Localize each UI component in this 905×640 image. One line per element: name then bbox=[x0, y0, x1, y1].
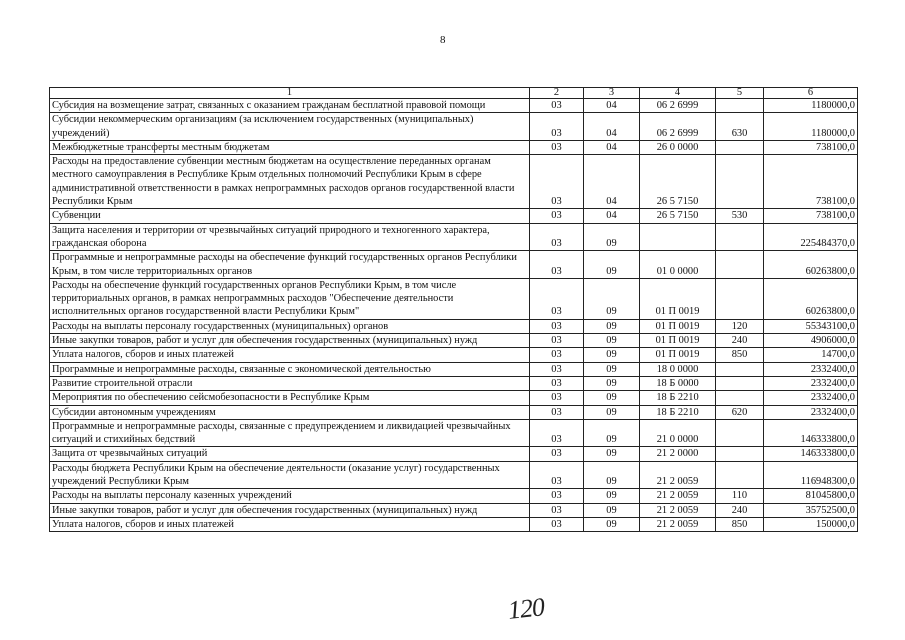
target-article-code: 01 П 0019 bbox=[640, 334, 716, 348]
amount: 14700,0 bbox=[764, 348, 858, 362]
expense-type-code bbox=[716, 391, 764, 405]
target-article-code: 26 5 7150 bbox=[640, 209, 716, 223]
target-article-code: 01 П 0019 bbox=[640, 319, 716, 333]
target-article-code: 21 2 0059 bbox=[640, 517, 716, 531]
header-cell-4: 4 bbox=[640, 88, 716, 99]
table-row bbox=[50, 447, 858, 461]
target-article-code: 21 2 0059 bbox=[640, 503, 716, 517]
page-number: 8 bbox=[440, 34, 446, 46]
header-cell-2: 2 bbox=[530, 88, 584, 99]
table-row bbox=[50, 376, 858, 390]
amount: 60263800,0 bbox=[764, 251, 858, 279]
section-code: 03 bbox=[530, 405, 584, 419]
budget-item-name: Межбюджетные трансферты местным бюджетам bbox=[50, 140, 530, 154]
subsection-code: 04 bbox=[584, 113, 640, 141]
expense-type-code: 850 bbox=[716, 517, 764, 531]
amount: 35752500,0 bbox=[764, 503, 858, 517]
budget-item-name: Мероприятия по обеспечению сейсмобезопасности в Республике Крым bbox=[50, 391, 530, 405]
table-row bbox=[50, 503, 858, 517]
subsection-code: 04 bbox=[584, 155, 640, 209]
target-article-code: 21 2 0000 bbox=[640, 447, 716, 461]
budget-item-name: Программные и непрограммные расходы, связанные с предупреждением и ликвидацией чрезвычайных ситуаций и стихийных бедствий bbox=[50, 419, 530, 447]
expense-type-code bbox=[716, 278, 764, 319]
subsection-code: 09 bbox=[584, 405, 640, 419]
table-row bbox=[50, 319, 858, 333]
subsection-code: 09 bbox=[584, 348, 640, 362]
target-article-code: 21 0 0000 bbox=[640, 419, 716, 447]
amount: 4906000,0 bbox=[764, 334, 858, 348]
section-code: 03 bbox=[530, 391, 584, 405]
budget-item-name: Расходы бюджета Республики Крым на обеспечение деятельности (оказание услуг) государственных учреждений Республики Крым bbox=[50, 461, 530, 489]
subsection-code: 09 bbox=[584, 319, 640, 333]
subsection-code: 09 bbox=[584, 223, 640, 251]
section-code: 03 bbox=[530, 419, 584, 447]
table-row bbox=[50, 419, 858, 447]
header-cell-6: 6 bbox=[764, 88, 858, 99]
subsection-code: 09 bbox=[584, 489, 640, 503]
budget-item-name: Субсидия на возмещение затрат, связанных с оказанием гражданам бесплатной правовой помощи bbox=[50, 99, 530, 113]
section-code: 03 bbox=[530, 99, 584, 113]
amount: 1180000,0 bbox=[764, 99, 858, 113]
table-row bbox=[50, 517, 858, 531]
table-row bbox=[50, 278, 858, 319]
expense-type-code bbox=[716, 461, 764, 489]
subsection-code: 09 bbox=[584, 391, 640, 405]
subsection-code: 09 bbox=[584, 517, 640, 531]
table-header-row bbox=[50, 88, 858, 99]
header-cell-3: 3 bbox=[584, 88, 640, 99]
budget-item-name: Расходы на предоставление субвенции местным бюджетам на осуществление переданных органам местного самоуправления в Республике Крым отдельных полномочий Республики Крым в сфере административной ответственности в рамках непрограммных расходов органов государственной власти Республики Крым bbox=[50, 155, 530, 209]
budget-item-name: Субсидии некоммерческим организациям (за исключением государственных (муниципальных) учреждений) bbox=[50, 113, 530, 141]
target-article-code: 18 Б 0000 bbox=[640, 376, 716, 390]
amount: 738100,0 bbox=[764, 140, 858, 154]
table-row bbox=[50, 99, 858, 113]
table-row bbox=[50, 155, 858, 209]
budget-item-name: Развитие строительной отрасли bbox=[50, 376, 530, 390]
target-article-code: 06 2 6999 bbox=[640, 99, 716, 113]
budget-item-name: Расходы на обеспечение функций государственных органов Республики Крым, в том числе территориальных органов, в рамках непрограммных расходов "Обеспечение деятельности исполнительных органов государственной власти Республики Крым" bbox=[50, 278, 530, 319]
subsection-code: 04 bbox=[584, 99, 640, 113]
subsection-code: 09 bbox=[584, 461, 640, 489]
expense-type-code: 630 bbox=[716, 113, 764, 141]
table-row bbox=[50, 461, 858, 489]
expense-type-code bbox=[716, 140, 764, 154]
amount: 2332400,0 bbox=[764, 376, 858, 390]
table-row bbox=[50, 251, 858, 279]
table-row bbox=[50, 405, 858, 419]
amount: 2332400,0 bbox=[764, 362, 858, 376]
handwritten-signature: 120 bbox=[506, 592, 546, 625]
target-article-code: 18 Б 2210 bbox=[640, 405, 716, 419]
target-article-code: 26 5 7150 bbox=[640, 155, 716, 209]
expense-type-code bbox=[716, 419, 764, 447]
subsection-code: 09 bbox=[584, 334, 640, 348]
subsection-code: 09 bbox=[584, 362, 640, 376]
amount: 738100,0 bbox=[764, 209, 858, 223]
target-article-code bbox=[640, 223, 716, 251]
section-code: 03 bbox=[530, 348, 584, 362]
subsection-code: 04 bbox=[584, 140, 640, 154]
expense-type-code bbox=[716, 362, 764, 376]
amount: 60263800,0 bbox=[764, 278, 858, 319]
amount: 2332400,0 bbox=[764, 405, 858, 419]
budget-item-name: Защита от чрезвычайных ситуаций bbox=[50, 447, 530, 461]
budget-item-name: Расходы на выплаты персоналу казенных учреждений bbox=[50, 489, 530, 503]
table-row bbox=[50, 113, 858, 141]
table-row bbox=[50, 362, 858, 376]
target-article-code: 18 0 0000 bbox=[640, 362, 716, 376]
expense-type-code: 850 bbox=[716, 348, 764, 362]
section-code: 03 bbox=[530, 113, 584, 141]
expense-type-code: 110 bbox=[716, 489, 764, 503]
table-row bbox=[50, 489, 858, 503]
target-article-code: 01 0 0000 bbox=[640, 251, 716, 279]
expense-type-code bbox=[716, 155, 764, 209]
subsection-code: 09 bbox=[584, 447, 640, 461]
section-code: 03 bbox=[530, 362, 584, 376]
section-code: 03 bbox=[530, 517, 584, 531]
amount: 146333800,0 bbox=[764, 447, 858, 461]
header-cell-1: 1 bbox=[50, 88, 530, 99]
expense-type-code bbox=[716, 99, 764, 113]
budget-item-name: Иные закупки товаров, работ и услуг для обеспечения государственных (муниципальных) нужд bbox=[50, 334, 530, 348]
expense-type-code: 530 bbox=[716, 209, 764, 223]
target-article-code: 01 П 0019 bbox=[640, 278, 716, 319]
header-cell-5: 5 bbox=[716, 88, 764, 99]
amount: 225484370,0 bbox=[764, 223, 858, 251]
section-code: 03 bbox=[530, 503, 584, 517]
amount: 55343100,0 bbox=[764, 319, 858, 333]
expense-type-code bbox=[716, 376, 764, 390]
section-code: 03 bbox=[530, 223, 584, 251]
section-code: 03 bbox=[530, 140, 584, 154]
budget-item-name: Расходы на выплаты персоналу государственных (муниципальных) органов bbox=[50, 319, 530, 333]
budget-item-name: Защита населения и территории от чрезвычайных ситуаций природного и техногенного характера, гражданская оборона bbox=[50, 223, 530, 251]
target-article-code: 26 0 0000 bbox=[640, 140, 716, 154]
table-row bbox=[50, 140, 858, 154]
amount: 146333800,0 bbox=[764, 419, 858, 447]
section-code: 03 bbox=[530, 489, 584, 503]
budget-item-name: Программные и непрограммные расходы на обеспечение функций государственных органов Республики Крым, в том числе территориальных органов bbox=[50, 251, 530, 279]
section-code: 03 bbox=[530, 376, 584, 390]
table-row bbox=[50, 348, 858, 362]
expense-type-code: 620 bbox=[716, 405, 764, 419]
table-row bbox=[50, 391, 858, 405]
amount: 150000,0 bbox=[764, 517, 858, 531]
expense-type-code: 240 bbox=[716, 334, 764, 348]
table-row bbox=[50, 209, 858, 223]
amount: 2332400,0 bbox=[764, 391, 858, 405]
subsection-code: 09 bbox=[584, 278, 640, 319]
expense-type-code bbox=[716, 251, 764, 279]
table-row bbox=[50, 334, 858, 348]
budget-item-name: Уплата налогов, сборов и иных платежей bbox=[50, 348, 530, 362]
budget-item-name: Программные и непрограммные расходы, связанные с экономической деятельностью bbox=[50, 362, 530, 376]
table-row bbox=[50, 223, 858, 251]
amount: 738100,0 bbox=[764, 155, 858, 209]
expense-type-code: 240 bbox=[716, 503, 764, 517]
budget-item-name: Субсидии автономным учреждениям bbox=[50, 405, 530, 419]
budget-item-name: Субвенции bbox=[50, 209, 530, 223]
subsection-code: 09 bbox=[584, 503, 640, 517]
expense-type-code: 120 bbox=[716, 319, 764, 333]
expense-type-code bbox=[716, 447, 764, 461]
amount: 116948300,0 bbox=[764, 461, 858, 489]
budget-item-name: Уплата налогов, сборов и иных платежей bbox=[50, 517, 530, 531]
section-code: 03 bbox=[530, 209, 584, 223]
target-article-code: 01 П 0019 bbox=[640, 348, 716, 362]
budget-item-name: Иные закупки товаров, работ и услуг для обеспечения государственных (муниципальных) нужд bbox=[50, 503, 530, 517]
subsection-code: 09 bbox=[584, 419, 640, 447]
target-article-code: 21 2 0059 bbox=[640, 489, 716, 503]
expense-type-code bbox=[716, 223, 764, 251]
subsection-code: 09 bbox=[584, 251, 640, 279]
section-code: 03 bbox=[530, 334, 584, 348]
amount: 1180000,0 bbox=[764, 113, 858, 141]
section-code: 03 bbox=[530, 278, 584, 319]
subsection-code: 09 bbox=[584, 376, 640, 390]
target-article-code: 18 Б 2210 bbox=[640, 391, 716, 405]
budget-table bbox=[49, 87, 858, 532]
section-code: 03 bbox=[530, 319, 584, 333]
subsection-code: 04 bbox=[584, 209, 640, 223]
section-code: 03 bbox=[530, 155, 584, 209]
amount: 81045800,0 bbox=[764, 489, 858, 503]
target-article-code: 21 2 0059 bbox=[640, 461, 716, 489]
section-code: 03 bbox=[530, 461, 584, 489]
section-code: 03 bbox=[530, 251, 584, 279]
section-code: 03 bbox=[530, 447, 584, 461]
target-article-code: 06 2 6999 bbox=[640, 113, 716, 141]
